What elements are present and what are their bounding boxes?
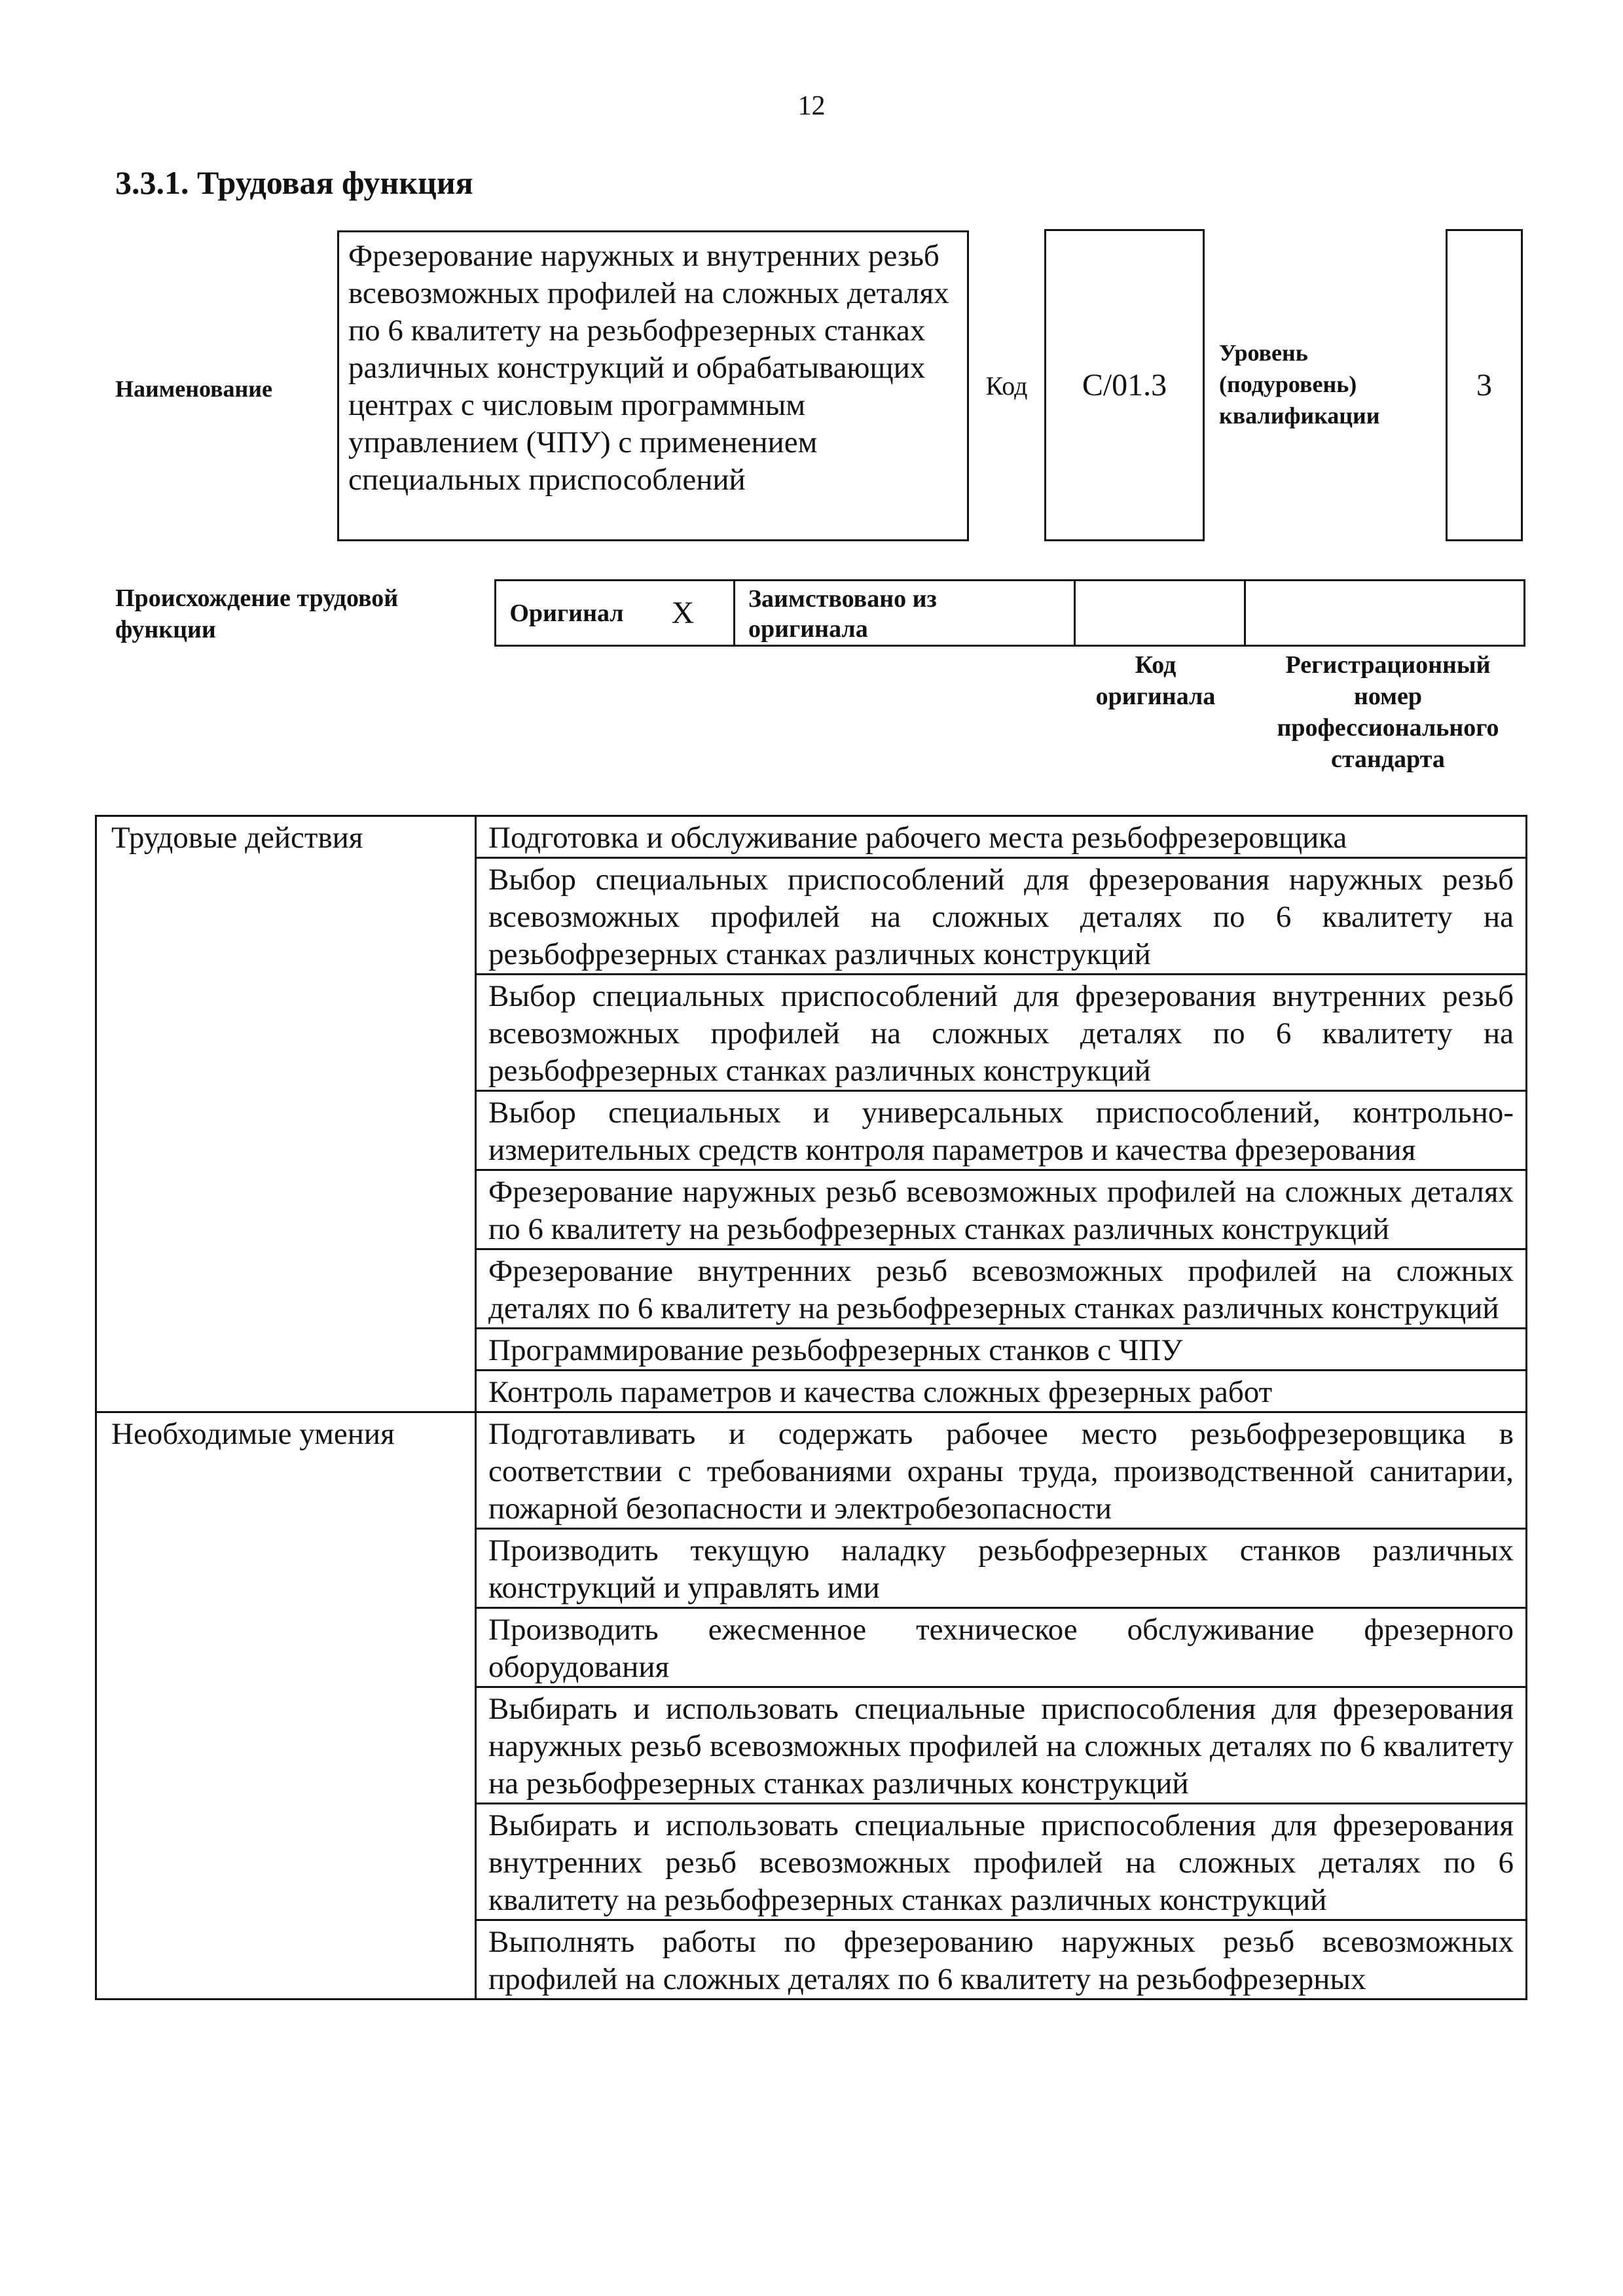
required-skills-label: Необходимые умения — [96, 1412, 476, 2000]
origin-divider-2 — [1074, 581, 1076, 645]
labor-action-item: Выбор специальных приспособлений для фрезерования наружных резьб всевозможных профилей на сложных деталях по 6 квалитету на резьбофрезерных станках различных конструкций — [476, 858, 1527, 975]
origin-table — [494, 579, 1525, 647]
origin-divider-3 — [1244, 581, 1246, 645]
page-number: 12 — [797, 91, 826, 121]
origin-divider-1 — [733, 581, 735, 645]
skill-item: Подготавливать и содержать рабочее место резьбофрезеровщика в соответствии с требованиями охраны труда, производственной санитарии, пожарной безопасности и электробезопасности — [476, 1412, 1527, 1529]
borrowed-label: Заимствовано из оригинала — [748, 585, 937, 643]
reg-number-caption: Регистрационный номер профессионального стандарта — [1277, 651, 1499, 773]
code-value-box — [1044, 229, 1205, 541]
skill-item: Выполнять работы по фрезерованию наружных резьб всевозможных профилей на сложных деталях по 6 квалитету на резьбофрезерных — [476, 1920, 1527, 2000]
level-value-box — [1446, 229, 1523, 541]
labor-action-item: Выбор специальных приспособлений для фрезерования внутренних резьб всевозможных профилей на сложных деталях по 6 квалитету на резьбофрезерных станках различных конструкций — [476, 975, 1527, 1091]
skill-item: Производить ежесменное техническое обслуживание фрезерного оборудования — [476, 1608, 1527, 1687]
skill-item: Производить текущую наладку резьбофрезерных станков различных конструкций и управлять ими — [476, 1529, 1527, 1608]
labor-actions-label: Трудовые действия — [96, 816, 476, 1412]
labor-action-item: Фрезерование наружных резьб всевозможных профилей на сложных деталях по 6 квалитету на резьбофрезерных станках различных конструкций — [476, 1170, 1527, 1249]
level-label: Уровень (подуровень) квалификации — [1219, 340, 1380, 429]
name-value-box — [337, 230, 969, 541]
code-original-caption: Код оригинала — [1095, 651, 1216, 710]
code-label: Код — [985, 371, 1028, 401]
labor-action-item: Подготовка и обслуживание рабочего места резьбофрезеровщика — [476, 816, 1527, 858]
skill-item: Выбирать и использовать специальные приспособления для фрезерования наружных резьб всевозможных профилей на сложных деталях по 6 квалитету на резьбофрезерных станках различных конструкций — [476, 1687, 1527, 1804]
labor-action-item: Контроль параметров и качества сложных фрезерных работ — [476, 1371, 1527, 1412]
code-value: C/01.3 — [1082, 368, 1167, 403]
original-label: Оригинал — [509, 599, 624, 627]
skill-item: Выбирать и использовать специальные приспособления для фрезерования внутренних резьб всевозможных профилей на сложных деталях по 6 квалитету на резьбофрезерных станках различных конструкций — [476, 1804, 1527, 1920]
table-row — [96, 816, 1527, 858]
section-title: 3.3.1. Трудовая функция — [115, 164, 473, 201]
labor-action-item: Фрезерование внутренних резьб всевозможных профилей на сложных деталях по 6 квалитету на резьбофрезерных станках различных конструкций — [476, 1249, 1527, 1329]
table-row — [96, 1412, 1527, 1529]
origin-label: Происхождение трудовой функции — [115, 584, 399, 643]
level-value: 3 — [1476, 368, 1492, 403]
name-label: Наименование — [115, 376, 272, 402]
labor-action-item: Программирование резьбофрезерных станков с ЧПУ — [476, 1329, 1527, 1371]
labor-action-item: Выбор специальных и универсальных приспособлений, контрольно-измерительных средств контроля параметров и качества фрезерования — [476, 1091, 1527, 1170]
name-value: Фрезерование наружных и внутренних резьб всевозможных профилей на сложных деталях по 6 квалитету на резьбофрезерных станках различных конструкций и обрабатывающих центрах с числовым программным управлением (ЧПУ) с применением специальных приспособлений — [348, 239, 949, 497]
original-mark: X — [671, 596, 695, 630]
main-table — [95, 815, 1527, 2000]
